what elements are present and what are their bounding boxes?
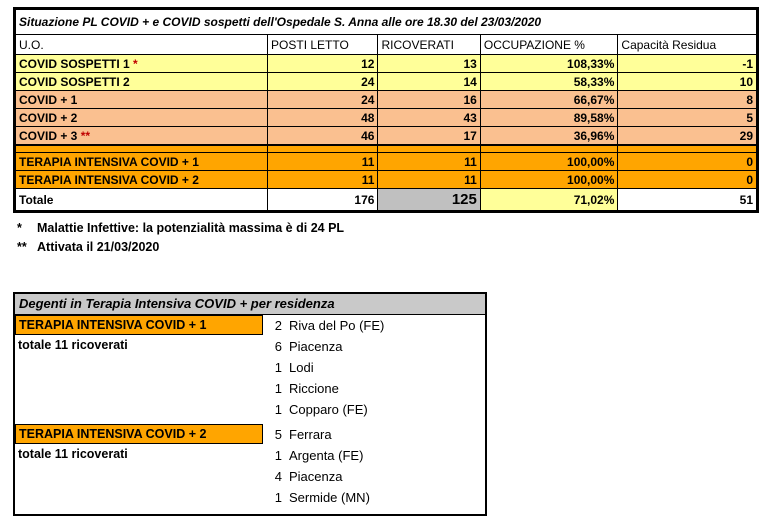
- table-row: [16, 73, 757, 91]
- covid-beds-table: [13, 7, 759, 213]
- posti-letto-cell: 11: [268, 153, 378, 171]
- occupazione-cell: 89,58%: [480, 109, 618, 127]
- footnote-marker: *: [133, 56, 138, 71]
- table-title-row: [16, 10, 757, 35]
- occupazione-cell: 66,67%: [480, 91, 618, 109]
- table-row: [16, 55, 757, 73]
- total-occupazione-cell: 71,02%: [480, 189, 618, 211]
- table2-bottom-padding: [15, 508, 485, 514]
- residence-line: [271, 487, 485, 508]
- residence-count: 1: [274, 360, 282, 375]
- posti-letto-cell: 24: [268, 73, 378, 91]
- spacer-cell: [618, 145, 757, 153]
- row-label: TERAPIA INTENSIVA COVID + 1: [19, 154, 199, 169]
- table-row: [16, 153, 757, 171]
- col-header-capacita-residua: Capacità Residua: [618, 35, 757, 55]
- col-header-ricoverati: RICOVERATI: [378, 35, 480, 55]
- residence-place: Riva del Po (FE): [289, 318, 385, 333]
- capacita-residua-cell: 29: [618, 127, 757, 146]
- ricoverati-cell: 43: [378, 109, 480, 127]
- residence-line: [271, 378, 485, 399]
- occupazione-cell: 108,33%: [480, 55, 618, 73]
- col-header-posti-letto: POSTI LETTO: [268, 35, 378, 55]
- pl-table-body: [16, 10, 757, 211]
- uo-cell: [16, 55, 268, 73]
- ricoverati-cell: 14: [378, 73, 480, 91]
- capacita-residua-cell: -1: [618, 55, 757, 73]
- footnote-text: Attivata il 21/03/2020: [37, 240, 160, 254]
- total-label: Totale: [16, 189, 268, 211]
- icu-group-label: TERAPIA INTENSIVA COVID + 1: [15, 315, 263, 335]
- icu-group-residences: [263, 424, 485, 508]
- footnote-text: Malattie Infettive: la potenzialità massima è di 24 PL: [37, 221, 345, 235]
- uo-cell: [16, 109, 268, 127]
- occupazione-cell: 100,00%: [480, 153, 618, 171]
- residence-line: [271, 399, 485, 420]
- capacita-residua-cell: 5: [618, 109, 757, 127]
- residence-line: [271, 445, 485, 466]
- icu-group-label: TERAPIA INTENSIVA COVID + 2: [15, 424, 263, 444]
- residence-count: 6: [274, 339, 282, 354]
- residence-count: 5: [274, 427, 282, 442]
- table1-title: Situazione PL COVID + e COVID sospetti dell'Ospedale S. Anna alle ore 18.30 del 23/03/2020: [16, 10, 757, 35]
- posti-letto-cell: 11: [268, 171, 378, 189]
- total-row: [16, 189, 757, 211]
- row-label: COVID + 2: [19, 110, 78, 125]
- footnote-marker: **: [17, 240, 27, 254]
- uo-cell: [16, 91, 268, 109]
- spacer-cell: [268, 145, 378, 153]
- row-label: COVID + 1: [19, 92, 78, 107]
- residence-count: 2: [274, 318, 282, 333]
- row-label: TERAPIA INTENSIVA COVID + 2: [19, 172, 199, 187]
- residence-line: [271, 315, 485, 336]
- footnotes: [17, 219, 344, 257]
- ricoverati-cell: 13: [378, 55, 480, 73]
- residence-count: 4: [274, 469, 282, 484]
- residence-place: Sermide (MN): [289, 490, 370, 505]
- occupazione-cell: 36,96%: [480, 127, 618, 146]
- residence-place: Riccione: [289, 381, 339, 396]
- icu-group-left: [15, 424, 263, 508]
- col-header-uo: U.O.: [16, 35, 268, 55]
- icu-group-subtitle: totale 11 ricoverati: [18, 447, 128, 461]
- ricoverati-cell: 11: [378, 171, 480, 189]
- table-row: [16, 91, 757, 109]
- uo-cell: [16, 73, 268, 91]
- icu-group: [15, 315, 485, 420]
- table-header-row: [16, 35, 757, 55]
- residence-place: Ferrara: [289, 427, 332, 442]
- footnote-line: [17, 219, 344, 238]
- ricoverati-cell: 11: [378, 153, 480, 171]
- capacita-residua-cell: 0: [618, 171, 757, 189]
- icu-group-subtitle: totale 11 ricoverati: [18, 338, 128, 352]
- residence-place: Copparo (FE): [289, 402, 368, 417]
- residence-line: [271, 424, 485, 445]
- residence-line: [271, 357, 485, 378]
- posti-letto-cell: 46: [268, 127, 378, 146]
- residence-line: [271, 336, 485, 357]
- residence-count: 1: [274, 448, 282, 463]
- residence-line: [271, 466, 485, 487]
- residence-place: Argenta (FE): [289, 448, 364, 463]
- footnote-marker: **: [80, 128, 91, 143]
- icu-group-left: [15, 315, 263, 420]
- posti-letto-cell: 24: [268, 91, 378, 109]
- uo-cell: [16, 153, 268, 171]
- icu-residence-table: [13, 292, 487, 516]
- residence-count: 1: [274, 381, 282, 396]
- spacer-cell: [378, 145, 480, 153]
- occupazione-cell: 100,00%: [480, 171, 618, 189]
- total-posti-letto: 176: [268, 189, 378, 211]
- uo-cell: [16, 171, 268, 189]
- ricoverati-cell: 16: [378, 91, 480, 109]
- table-row: [16, 171, 757, 189]
- row-label: COVID SOSPETTI 1: [19, 56, 130, 71]
- posti-letto-cell: 48: [268, 109, 378, 127]
- capacita-residua-cell: 0: [618, 153, 757, 171]
- table-row: [16, 127, 757, 146]
- total-capacita-residua: 51: [618, 189, 757, 211]
- spacer-cell: [16, 145, 268, 153]
- occupazione-cell: 58,33%: [480, 73, 618, 91]
- row-label: COVID SOSPETTI 2: [19, 74, 130, 89]
- spacer-row: [16, 145, 757, 153]
- residence-place: Piacenza: [289, 469, 343, 484]
- icu-group-residences: [263, 315, 485, 420]
- table-row: [16, 109, 757, 127]
- residence-place: Lodi: [289, 360, 314, 375]
- uo-cell: [16, 127, 268, 146]
- ricoverati-cell: 17: [378, 127, 480, 146]
- icu-group: [15, 424, 485, 508]
- table2-groups: [15, 315, 485, 508]
- row-label: COVID + 3: [19, 128, 78, 143]
- footnote-marker: *: [17, 221, 22, 235]
- capacita-residua-cell: 8: [618, 91, 757, 109]
- residence-place: Piacenza: [289, 339, 343, 354]
- residence-count: 1: [274, 490, 282, 505]
- col-header-occupazione: OCCUPAZIONE %: [480, 35, 618, 55]
- posti-letto-cell: 12: [268, 55, 378, 73]
- table2-title: Degenti in Terapia Intensiva COVID + per residenza: [15, 294, 485, 315]
- residence-count: 1: [274, 402, 282, 417]
- footnote-line: [17, 238, 344, 257]
- capacita-residua-cell: 10: [618, 73, 757, 91]
- spacer-cell: [480, 145, 618, 153]
- total-ricoverati-cell: 125: [378, 189, 480, 211]
